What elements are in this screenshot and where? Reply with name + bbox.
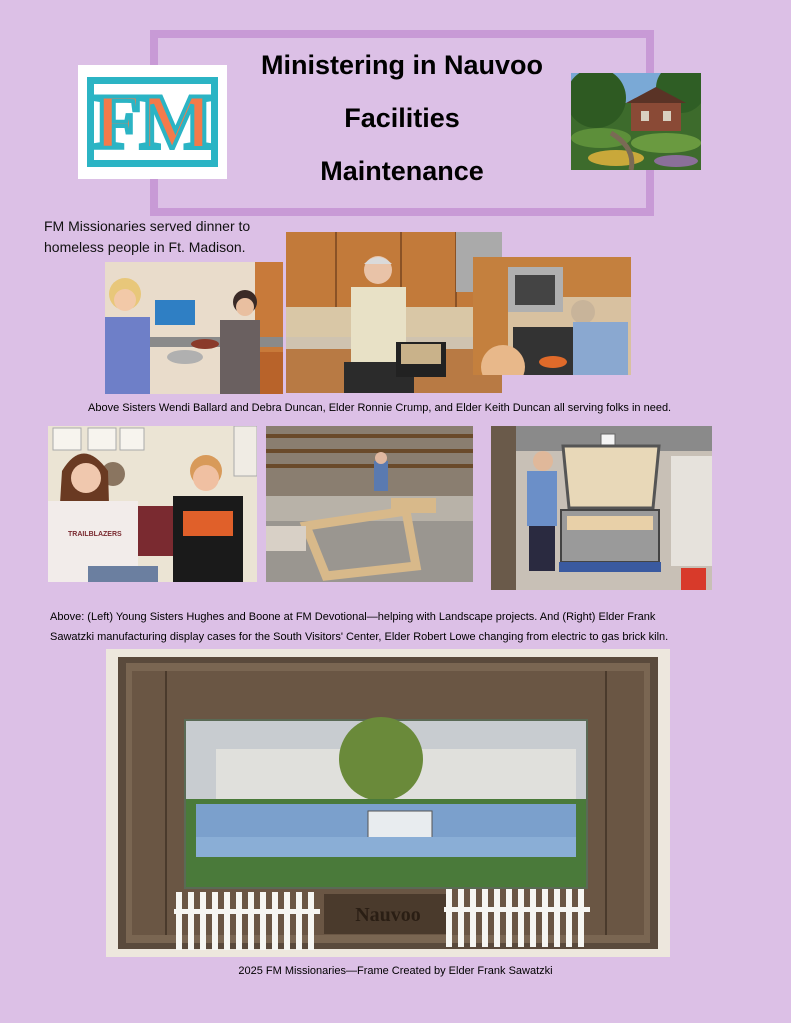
title-line-1: Ministering in Nauvoo [260,50,543,80]
fm-logo [78,65,227,179]
garden-house-photo [571,73,701,170]
row2-caption-line-1: Above: (Left) Young Sisters Hughes and Boone at FM Devotional—helping with Landscape projects. And (Right) Elder Frank [50,611,656,623]
intro-line-2: homeless people in Ft. Madison. [44,239,246,255]
elder-duncan-photo [473,257,631,375]
elder-crump-photo [286,232,502,393]
frame-caption: 2025 FM Missionaries—Frame Created by Elder Frank Sawatzki [238,965,553,977]
plaque-text: Nauvoo [355,904,421,926]
workshop-display-case-photo [266,426,473,582]
young-sisters-photo [48,426,257,582]
title-line-3: Maintenance [320,156,484,186]
shirt-text: TRAILBLAZERS [68,531,122,538]
title-line-2: Facilities [344,103,460,133]
logo-letters: FM [93,78,212,165]
sisters-serving-photo [105,262,283,394]
framed-group-photo [106,649,670,957]
intro-line-1: FM Missionaries served dinner to [44,218,251,234]
row1-caption: Above Sisters Wendi Ballard and Debra Duncan, Elder Ronnie Crump, and Elder Keith Duncan all serving folks in need. [88,402,672,414]
brick-kiln-photo [491,426,712,590]
row2-caption-line-2: Sawatzki manufacturing display cases for the South Visitors' Center, Elder Robert Lowe changing from electric to gas brick kiln. [50,631,669,643]
row2-caption [50,607,750,647]
intro-text [44,216,250,258]
